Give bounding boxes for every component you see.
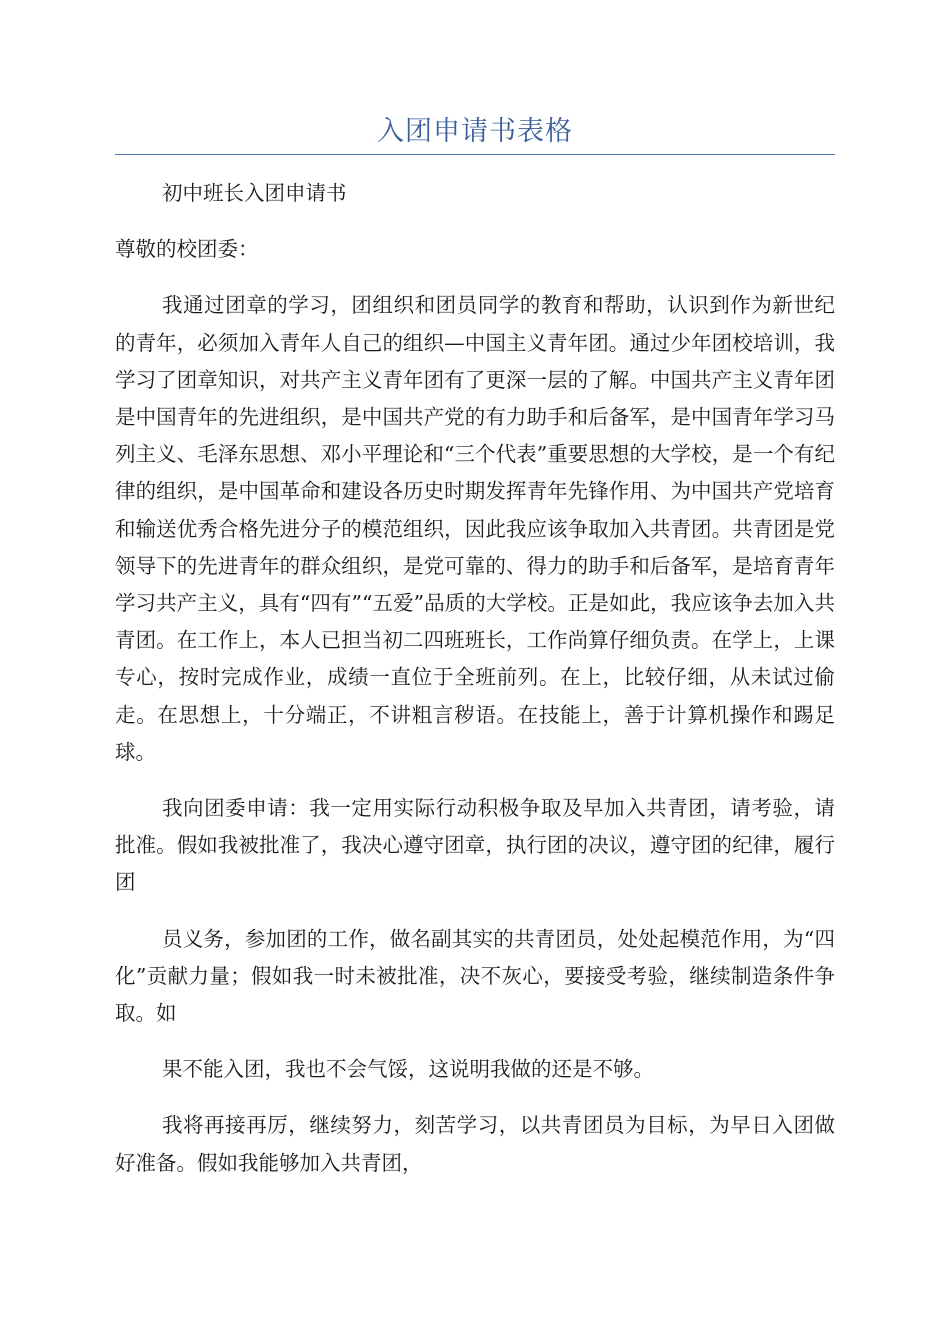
paragraph: 我通过团章的学习，团组织和团员同学的教育和帮助，认识到作为新世纪的青年，必须加入青年人自己的组织—中国主义青年团。通过少年团校培训，我学习了团章知识，对共产主义青年团有了更深一层的了解。中国共产主义青年团是中国青年的先进组织，是中国共产党的有力助手和后备军，是中国青年学习马列主义、毛泽东思想、邓小平理论和“三个代表”重要思想的大学校，是一个有纪律的组织，是中国革命和建设各历史时期发挥青年先锋作用、为中国共产党培育和输送优秀合格先进分子的模范组织，因此我应该争取加入共青团。共青团是党领导下的先进青年的群众组织，是党可靠的、得力的助手和后备军，是培育青年学习共产主义，具有“四有”“五爱”品质的大学校。正是如此，我应该争去加入共青团。在工作上，本人已担当初二四班班长，工作尚算仔细负责。在学上，上课专心，按时完成作业，成绩一直位于全班前列。在上，比较仔细，从未试过偷走。在思想上，十分端正，不讲粗言秽语。在技能上，善于计算机操作和踢足球。 [115,293,835,764]
paragraph: 员义务，参加团的工作，做名副其实的共青团员，处处起模范作用，为“四化”贡献力量；假如我一时未被批准，决不灰心，要接受考验，继续制造条件争取。如 [115,926,835,1026]
document-body [115,175,835,1201]
title-underline [115,154,835,155]
document-title: 入团申请书表格 [377,116,573,147]
salutation: 尊敬的校团委： [115,237,259,262]
paragraph: 我将再接再厉，继续努力，刻苦学习，以共青团员为目标，为早日入团做好准备。假如我能够加入共青团， [115,1113,835,1175]
paragraph: 我向团委申请：我一定用实际行动积极争取及早加入共青团，请考验，请批准。假如我被批准了，我决心遵守团章，执行团的决议，遵守团的纪律，履行团 [115,796,835,895]
subtitle: 初中班长入团申请书 [162,181,347,205]
paragraph: 果不能入团，我也不会气馁，这说明我做的还是不够。 [162,1057,654,1082]
